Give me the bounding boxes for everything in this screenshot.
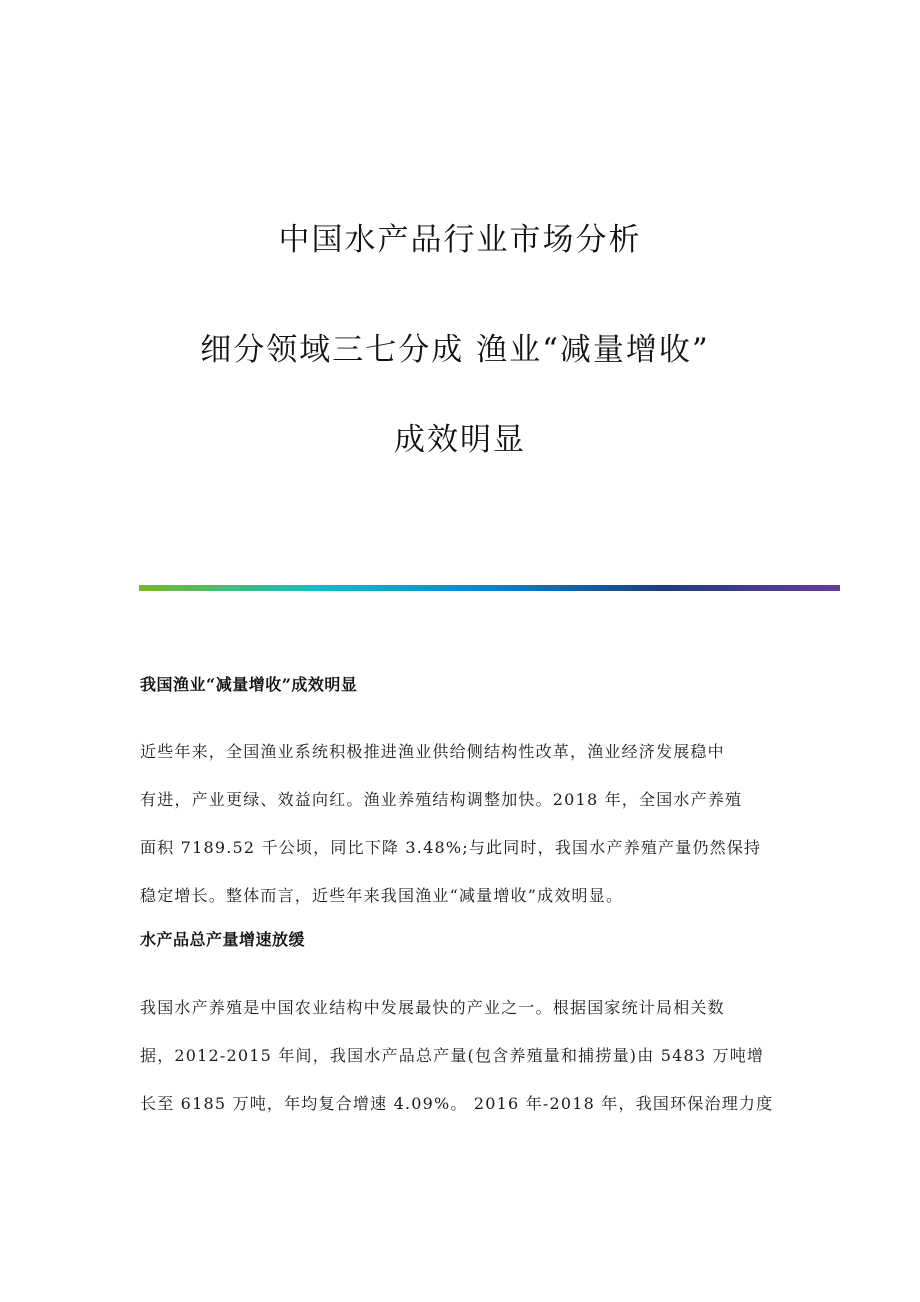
paragraph-fishery-results (140, 728, 780, 920)
section-heading-output-growth: 水产品总产量增速放缓 (140, 930, 306, 949)
paragraph-output-growth (140, 984, 780, 1128)
gradient-divider (139, 585, 840, 591)
title-line-2: 细分领域三七分成 渔业“减量增收” (200, 332, 710, 368)
paragraph-line: 稳定增长。整体而言，近些年来我国渔业“减量增收”成效明显。 (140, 886, 624, 905)
paragraph-line: 面积 7189.52 千公顷，同比下降 3.48%;与此同时，我国水产养殖产量仍然保持 (140, 838, 762, 857)
paragraph-line: 据，2012-2015 年间，我国水产品总产量(包含养殖量和捕捞量)由 5483 万吨增 (140, 1046, 765, 1065)
title-line-3: 成效明显 (394, 422, 526, 458)
paragraph-line: 有进，产业更绿、效益向红。渔业养殖结构调整加快。2018 年，全国水产养殖 (140, 790, 743, 809)
section-heading-fishery-results: 我国渔业“减量增收”成效明显 (140, 675, 358, 694)
paragraph-line: 我国水产养殖是中国农业结构中发展最快的产业之一。根据国家统计局相关数 (140, 998, 725, 1017)
title-line-1: 中国水产品行业市场分析 (278, 222, 642, 258)
paragraph-line: 近些年来，全国渔业系统积极推进渔业供给侧结构性改革，渔业经济发展稳中 (140, 742, 725, 761)
paragraph-line: 长至 6185 万吨，年均复合增速 4.09%。 2016 年-2018 年，我国环保治理力度 (140, 1094, 774, 1113)
